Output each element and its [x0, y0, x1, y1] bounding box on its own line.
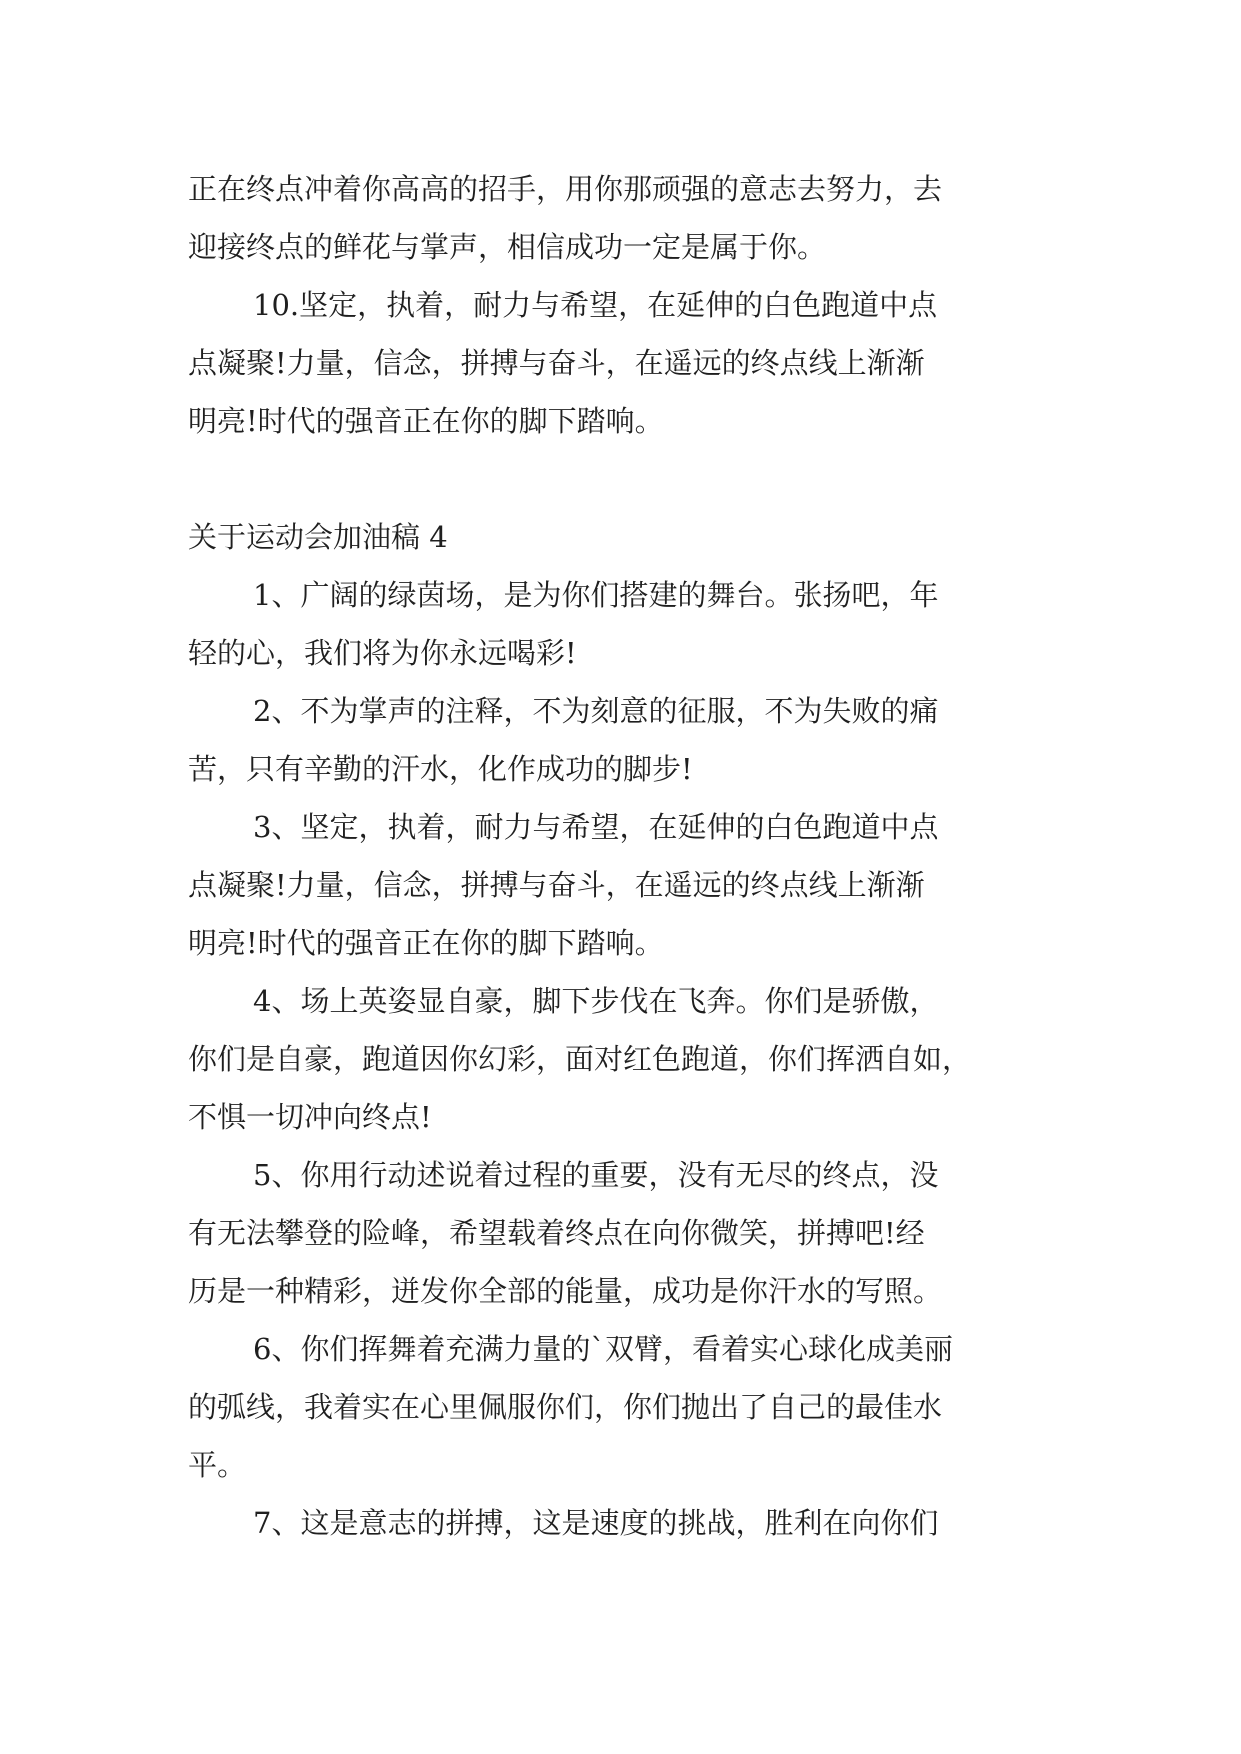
- text-line: 明亮!时代的强音正在你的脚下踏响。: [188, 404, 664, 438]
- item-10-paragraph: [188, 276, 1050, 450]
- text-line: 2、不为掌声的注释，不为刻意的征服，不为失败的痛: [253, 694, 939, 728]
- text-line: 的弧线，我着实在心里佩服你们，你们抛出了自己的最佳水: [188, 1390, 943, 1424]
- text-line: 轻的心，我们将为你永远喝彩!: [188, 636, 577, 670]
- text-line: 苦，只有辛勤的汗水，化作成功的脚步!: [188, 752, 693, 786]
- text-line: 正在终点冲着你高高的招手，用你那顽强的意志去努力，去: [188, 172, 943, 206]
- text-line: 点凝聚!力量，信念，拼搏与奋斗，在遥远的终点线上渐渐: [188, 868, 925, 902]
- text-line: 10.坚定，执着，耐力与希望，在延伸的白色跑道中点: [253, 288, 938, 322]
- text-line: 迎接终点的鲜花与掌声，相信成功一定是属于你。: [188, 230, 827, 264]
- text-line: 你们是自豪，跑道因你幻彩，面对红色跑道，你们挥洒自如，: [188, 1042, 972, 1076]
- text-line: 7、这是意志的拼搏，这是速度的挑战，胜利在向你们: [253, 1506, 939, 1540]
- list-item: [188, 798, 1050, 972]
- list-item: [188, 972, 1050, 1146]
- list-item: [188, 1146, 1050, 1320]
- text-line: 3、坚定，执着，耐力与希望，在延伸的白色跑道中点: [253, 810, 939, 844]
- list-item: [188, 682, 1050, 798]
- section-title: 关于运动会加油稿 4: [188, 520, 448, 554]
- text-line: 点凝聚!力量，信念，拼搏与奋斗，在遥远的终点线上渐渐: [188, 346, 925, 380]
- text-line: 5、你用行动述说着过程的重要，没有无尽的终点，没: [253, 1158, 939, 1192]
- list-item: [188, 1494, 1050, 1552]
- text-line: 6、你们挥舞着充满力量的`双臂，看着实心球化成美丽: [253, 1332, 953, 1366]
- text-line: 明亮!时代的强音正在你的脚下踏响。: [188, 926, 664, 960]
- text-line: 不惧一切冲向终点!: [188, 1100, 432, 1134]
- text-line: 1、广阔的绿茵场，是为你们搭建的舞台。张扬吧，年: [253, 578, 939, 612]
- intro-paragraph: [188, 160, 1050, 276]
- text-line: 历是一种精彩，迸发你全部的能量，成功是你汗水的写照。: [188, 1274, 943, 1308]
- list-item: [188, 566, 1050, 682]
- document-page: [188, 160, 1050, 1552]
- list-item: [188, 1320, 1050, 1494]
- text-line: 4、场上英姿显自豪，脚下步伐在飞奔。你们是骄傲，: [253, 984, 939, 1018]
- text-line: 平。: [188, 1448, 247, 1482]
- text-line: 有无法攀登的险峰，希望载着终点在向你微笑，拼搏吧!经: [188, 1216, 925, 1250]
